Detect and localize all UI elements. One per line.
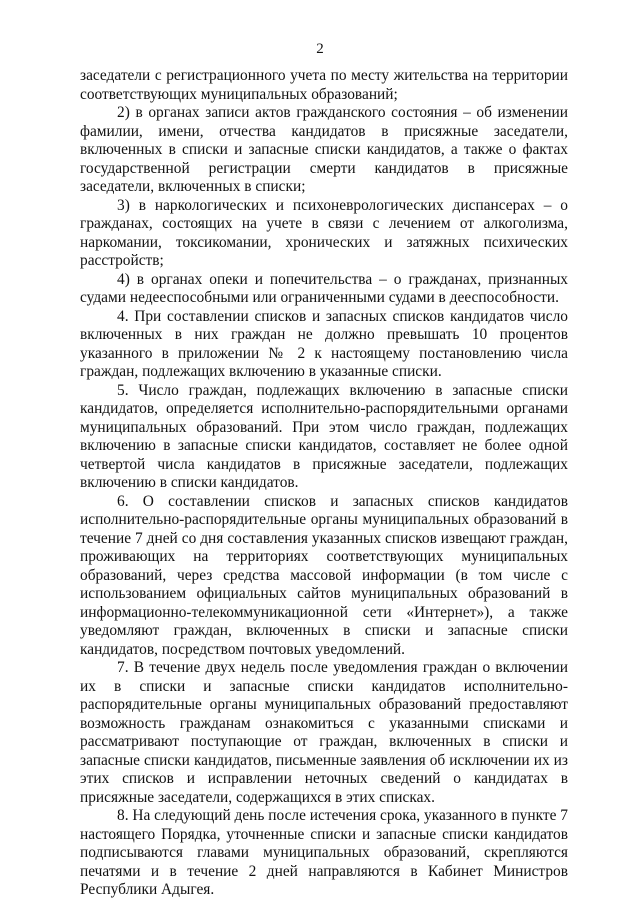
paragraph-item-8: 8. На следующий день после истечения срока, указанного в пункте 7 настоящего Порядка, уточненные списки и запасные списки кандидатов подписываются главами муниципальных образований, скрепляются печатями и в течение 2 дней направляются в Кабинет Министров Республики Адыгея. [80, 807, 568, 898]
page-number: 2 [316, 41, 324, 57]
paragraph-dispensaries: 3) в наркологических и психоневрологических диспансерах – о гражданах, состоящих на учете в связи с лечением от алкоголизма, наркомании, токсикомании, хронических и затяжных психических расстройств; [80, 196, 568, 269]
paragraph-item-6: 6. О составлении списков и запасных списков кандидатов исполнительно-распорядительные органы муниципальных образований в течение 7 дней со дня составления указанных списков извещают граждан, проживающих на территориях соответствующих муниципальных образований, через средства массовой информации (в том числе с использованием официальных сайтов муниципальных образований в информационно-телекоммуникационной сети «Интернет»), а также уведомляют граждан, включенных в списки и запасные списки кандидатов, посредством почтовых уведомлений. [80, 492, 568, 658]
paragraph-item-4: 4. При составлении списков и запасных списков кандидатов число включенных в них граждан не должно превышать 10 процентов указанного в приложении № 2 к настоящему постановлению числа граждан, подлежащих включению в указанные списки. [80, 307, 568, 380]
paragraph-guardianship: 4) в органах опеки и попечительства – о гражданах, признанных судами недееспособными или ограниченными судами в дееспособности. [80, 270, 568, 306]
paragraph-civil-registry: 2) в органах записи актов гражданского состояния – об изменении фамилии, имени, отчества кандидатов в присяжные заседатели, включенных в списки и запасные списки кандидатов, а также о фактах государственной регистрации смерти кандидатов в присяжные заседатели, включенных в списки; [80, 104, 568, 195]
paragraph-continuation: заседатели с регистрационного учета по месту жительства на территории соответствующих муниципальных образований; [80, 67, 568, 103]
document-body [80, 67, 568, 900]
paragraph-item-7: 7. В течение двух недель после уведомления граждан о включении их в списки и запасные списки кандидатов исполнительно-распорядительные органы муниципальных образований предоставляют возможность гражданам ознакомиться с указанными списками и рассматривают поступающие от граждан, включенных в списки и запасные списки кандидатов, письменные заявления об исключении их из этих списков и исправлении неточных сведений о кандидатах в присяжные заседатели, содержащихся в этих списках. [80, 659, 568, 806]
paragraph-item-5: 5. Число граждан, подлежащих включению в запасные списки кандидатов, определяется исполнительно-распорядительными органами муниципальных образований. При этом число граждан, подлежащих включению в запасные списки кандидатов, составляет не более одной четвертой числа кандидатов в присяжные заседатели, подлежащих включению в списки кандидатов. [80, 381, 568, 491]
